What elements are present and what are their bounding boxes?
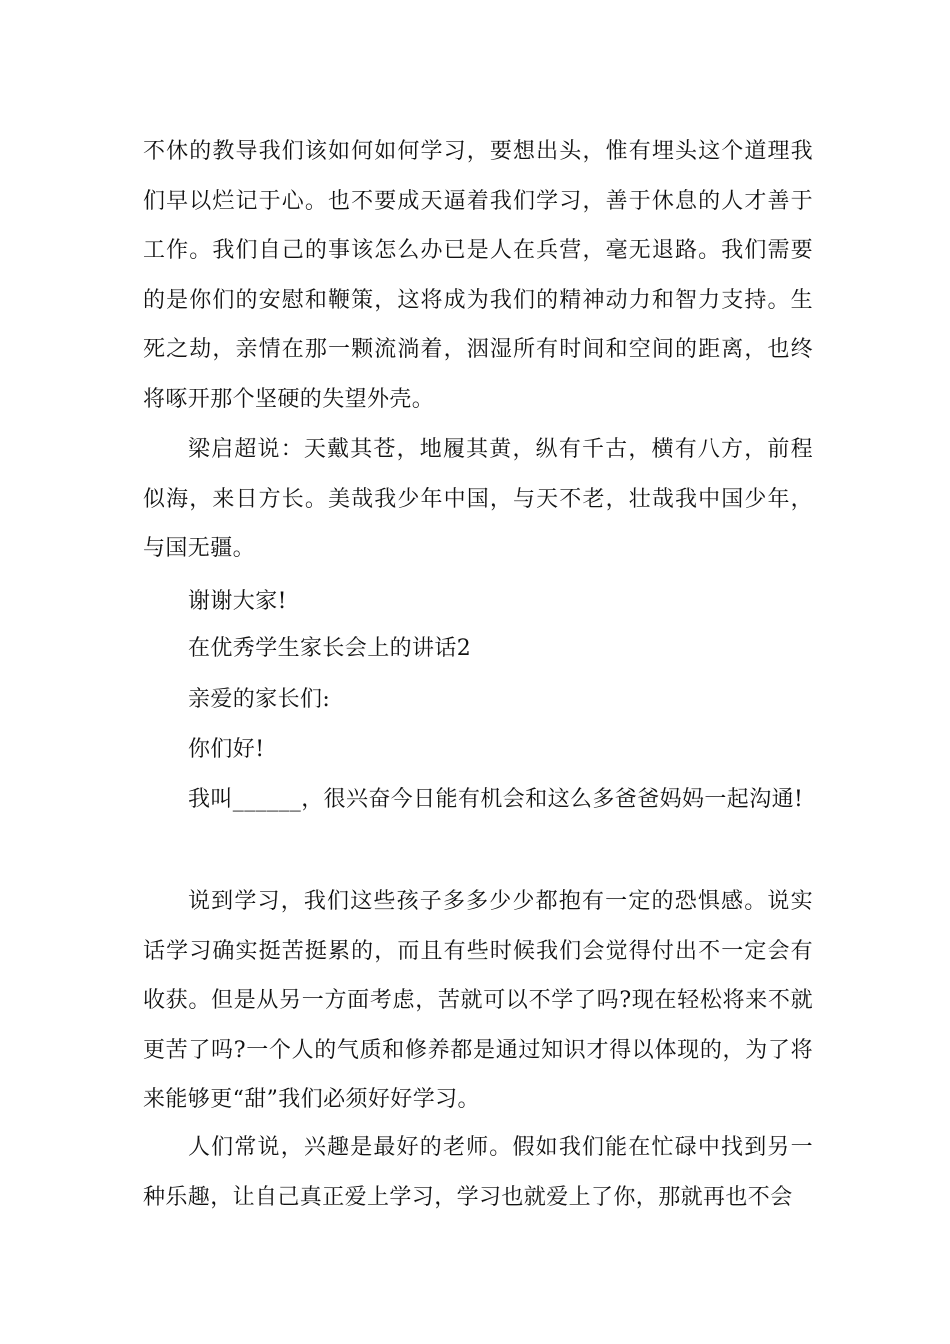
closing-thanks: 谢谢大家! — [188, 589, 287, 614]
salutation: 亲爱的家长们: — [188, 687, 331, 712]
self-introduction: 我叫______，很兴奋今日能有机会和这么多爸爸妈妈一起沟通! — [188, 787, 804, 812]
paragraph-interest-teacher: 人们常说，兴趣是最好的老师。假如我们能在忙碌中找到另一种乐趣，让自己真正爱上学习，学习也就爱上了你，那就再也不会 — [143, 1135, 813, 1210]
section-title-speech-2: 在优秀学生家长会上的讲话2 — [188, 636, 472, 661]
paragraph-study-fear: 说到学习，我们这些孩子多多少少都抱有一定的恐惧感。说实话学习确实挺苦挺累的，而且有些时候我们会觉得付出不一定会有收获。但是从另一方面考虑，苦就可以不学了吗?现在轻松将来不就更苦了吗?一个人的气质和修养都是通过知识才得以体现的，为了将来能够更“甜”我们必须好好学习。 — [143, 889, 813, 1112]
greeting: 你们好! — [188, 737, 265, 762]
paragraph-study-pressure: 不休的教导我们该如何如何学习，要想出头，惟有埋头这个道理我们早以烂记于心。也不要成天逼着我们学习，善于休息的人才善于工作。我们自己的事该怎么办已是人在兵营，毫无退路。我们需要的是你们的安慰和鞭策，这将成为我们的精神动力和智力支持。生死之劫，亲情在那一颗流淌着，洇湿所有时间和空间的距离，也终将啄开那个坚硬的失望外壳。 — [143, 139, 813, 412]
paragraph-liang-qichao-quote: 梁启超说：天戴其苍，地履其黄，纵有千古，横有八方，前程似海，来日方长。美哉我少年中国，与天不老，壮哉我中国少年，与国无疆。 — [143, 437, 813, 561]
